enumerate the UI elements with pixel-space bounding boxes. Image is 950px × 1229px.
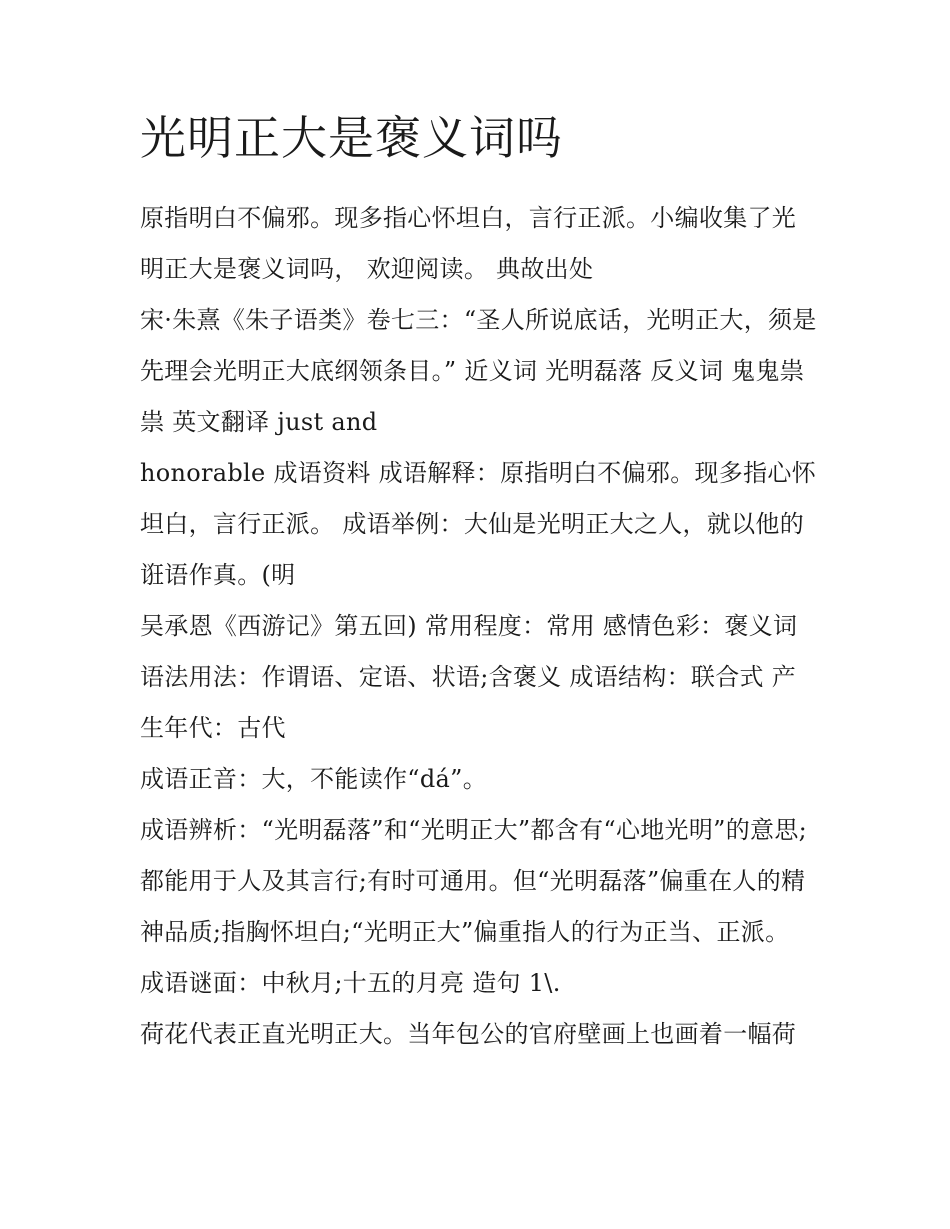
paragraph-riddle: 成语谜面：中秋月;十五的月亮 造句 1\. (140, 968, 561, 997)
paragraph-usage: 吴承恩《西游记》第五回) 常用程度：常用 感情色彩：褒义词 语法用法：作谓语、定语、状语;含褒义 成语结构：联合式 产生年代：古代 (140, 611, 798, 742)
paragraph-example: 荷花代表正直光明正大。当年包公的官府壁画上也画着一幅荷 (140, 1019, 797, 1048)
paragraph-intro: 原指明白不偏邪。现多指心怀坦白，言行正派。小编收集了光明正大是褒义词吗， 欢迎阅读。 典故出处 (140, 203, 797, 283)
paragraph-explanation: honorable 成语资料 成语解释：原指明白不偏邪。现多指心怀坦白，言行正派。 成语举例：大仙是光明正大之人，就以他的诳语作真。(明 (140, 458, 816, 589)
document-title: 光明正大是褒义词吗 (140, 111, 563, 165)
paragraph-pronunciation: 成语正音：大，不能读作“dá”。 (140, 764, 488, 793)
document-page (140, 112, 820, 1060)
paragraph-source: 宋·朱熹《朱子语类》卷七三：“圣人所说底话，光明正大，须是先理会光明正大底纲领条目。” 近义词 光明磊落 反义词 鬼鬼祟祟 英文翻译 just and (140, 305, 817, 436)
paragraph-comparison: 成语辨析：“光明磊落”和“光明正大”都含有“心地光明”的意思;都能用于人及其言行;有时可通用。但“光明磊落”偏重在人的精神品质;指胸怀坦白;“光明正大”偏重指人的行为正当、正派。 (140, 815, 808, 946)
